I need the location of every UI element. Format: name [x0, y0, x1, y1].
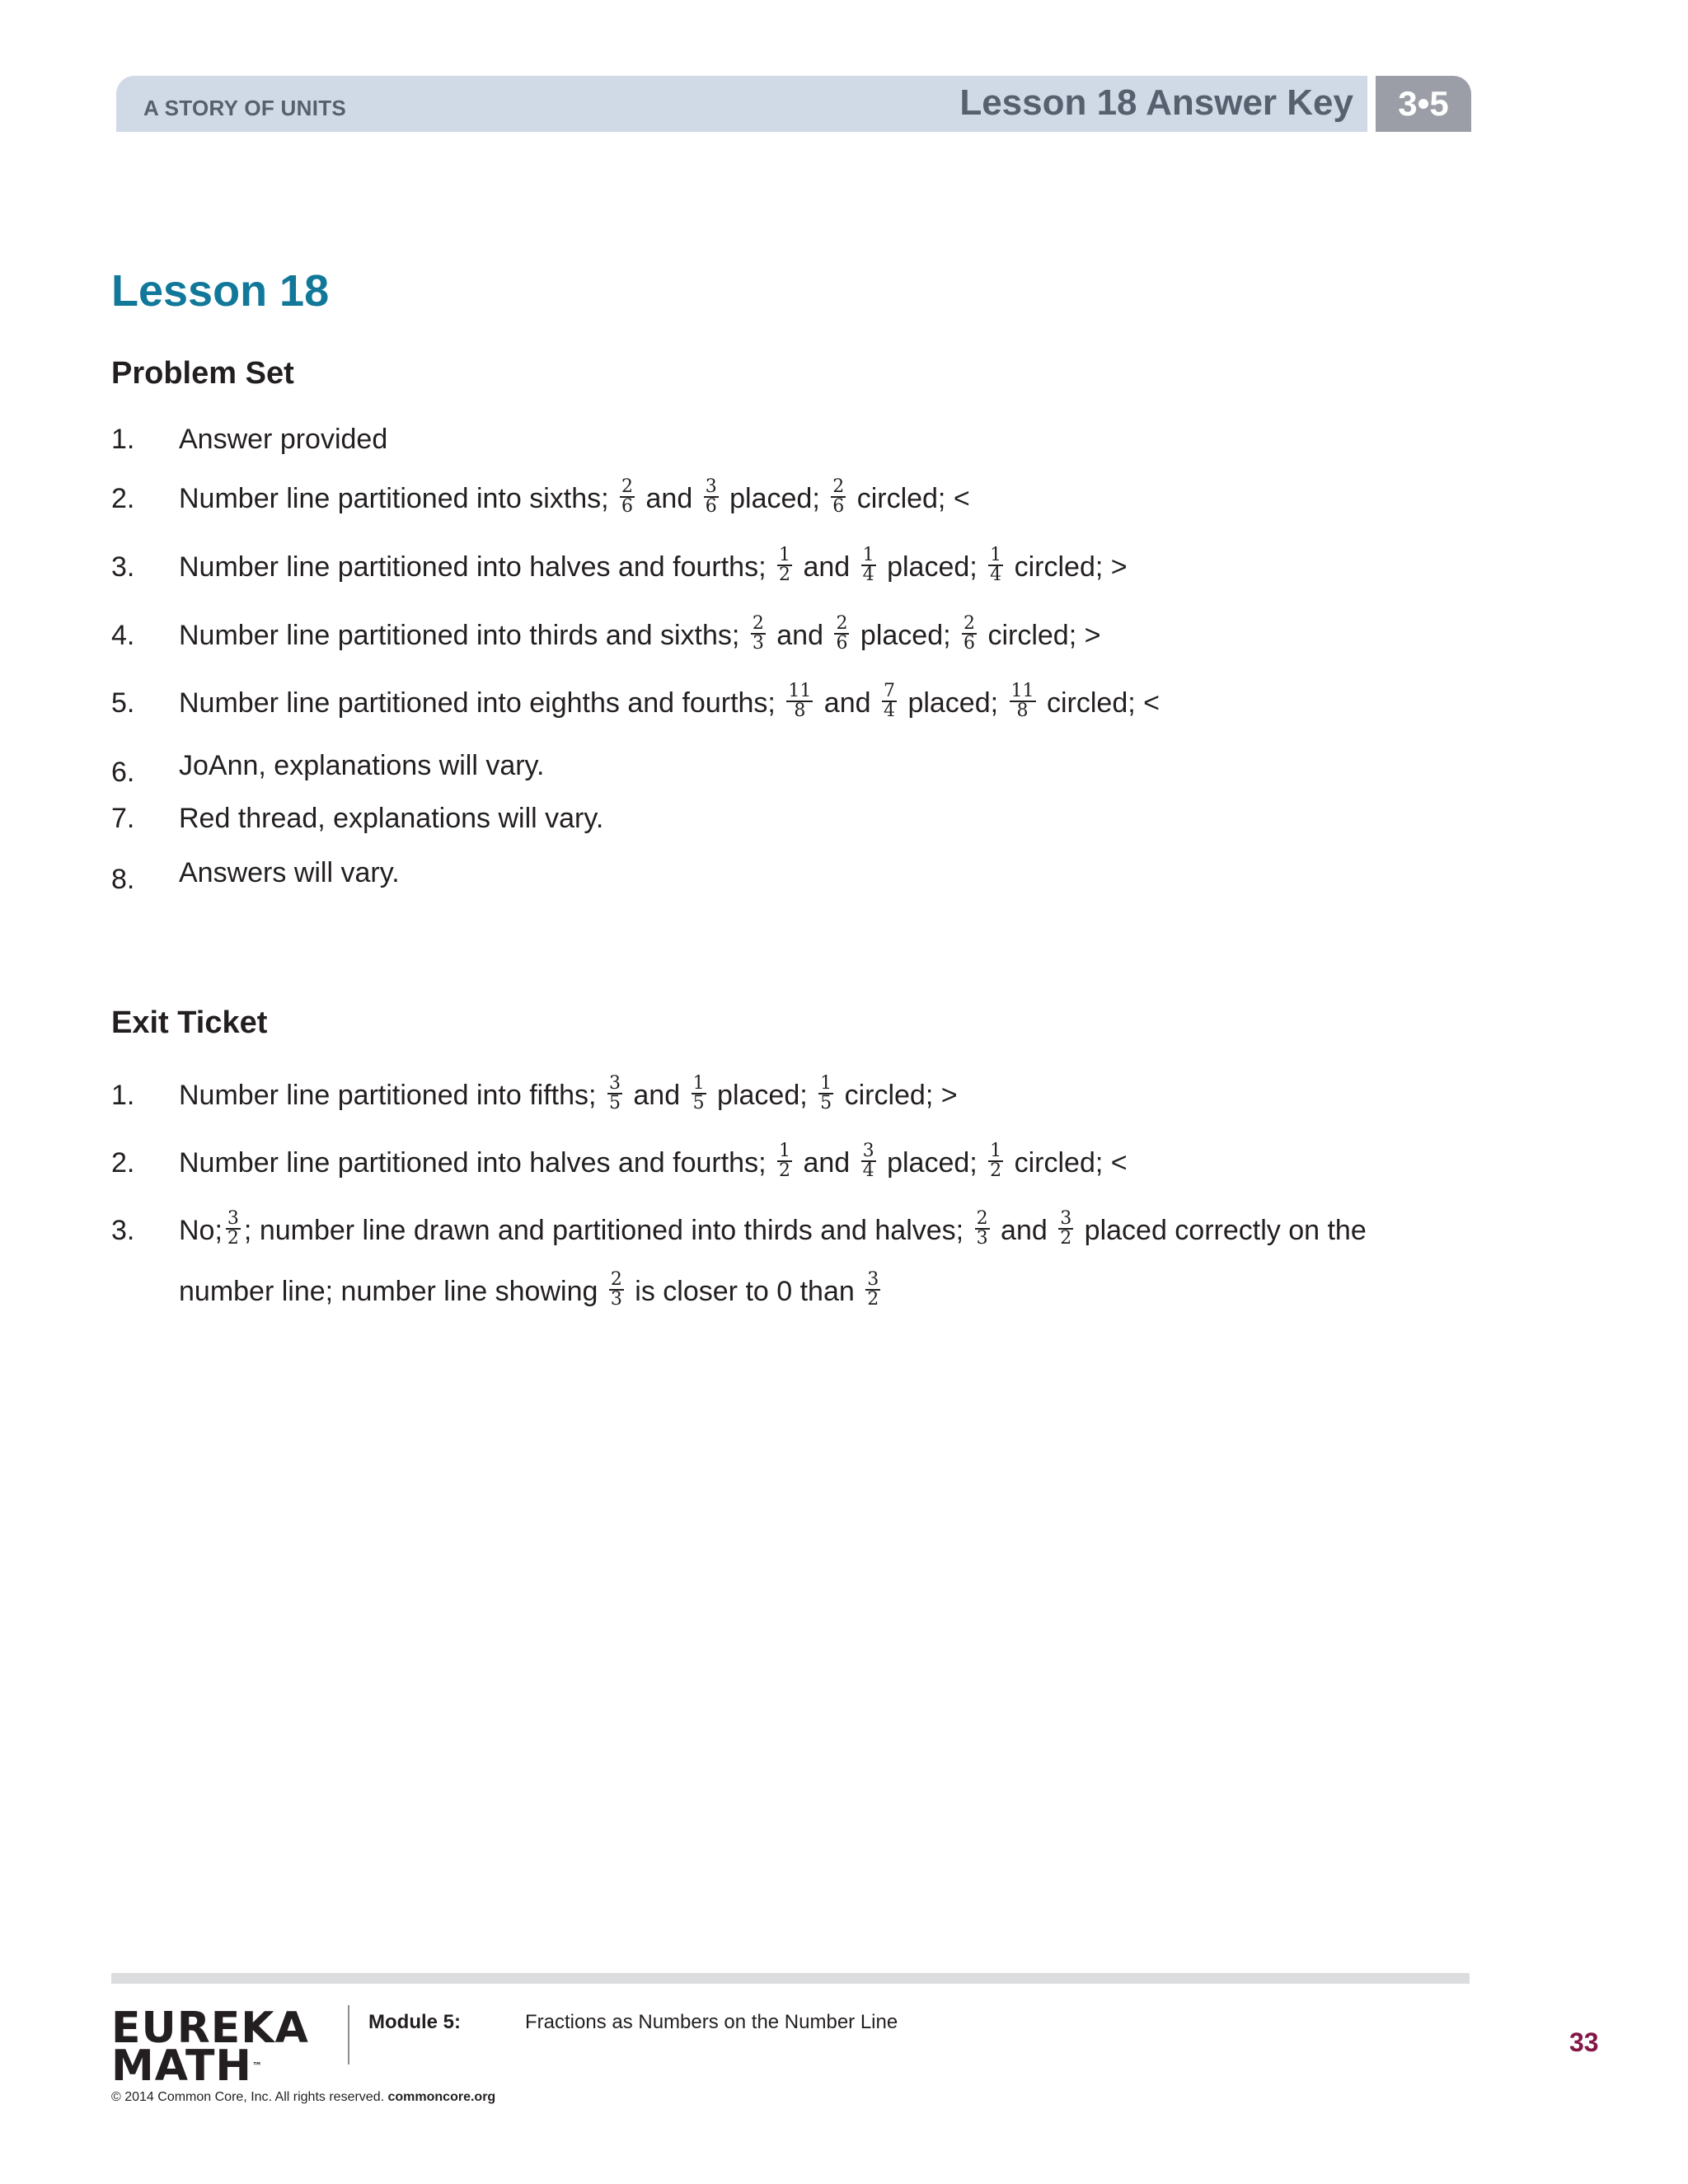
item-text: Red thread, explanations will vary.	[179, 803, 604, 834]
fraction: $\frac{1}{2}$	[778, 545, 790, 586]
fraction: $\frac{1}{4}$	[862, 545, 874, 586]
exit-ticket-heading: Exit Ticket	[111, 1005, 268, 1040]
fraction: $\frac{2}{6}$	[832, 476, 845, 518]
series-label: A STORY OF UNITS	[143, 96, 347, 120]
fraction: $\frac{3}{5}$	[608, 1073, 621, 1114]
item-text: Number line partitioned into eighths and fourths;	[179, 687, 776, 719]
page-number: 33	[1569, 2027, 1599, 2057]
fraction: $\frac{3}{2}$	[867, 1269, 879, 1310]
fraction: $\frac{3}{4}$	[862, 1141, 874, 1182]
copyright: © 2014 Common Core, Inc. All rights reserved. commoncore.org	[111, 2090, 496, 2104]
fraction: $\frac{1}{4}$	[990, 545, 1002, 586]
fraction: $\frac{1}{2}$	[990, 1141, 1002, 1182]
footer-divider	[348, 2005, 349, 2064]
fraction: $\frac{2}{3}$	[976, 1208, 988, 1249]
grade-module-badge: 3•5	[1376, 76, 1471, 132]
fraction: $\frac{2}{6}$	[964, 613, 975, 654]
item-text: Number line partitioned into halves and fourths;	[179, 551, 767, 583]
fraction: $\frac{3}{6}$	[705, 476, 717, 518]
item-number: 4.	[111, 620, 135, 651]
fraction: $\frac{2}{3}$	[752, 613, 764, 654]
problem-set-heading: Problem Set	[111, 356, 294, 391]
item-number: 7.	[111, 803, 135, 834]
fraction: $\frac{2}{3}$	[610, 1269, 622, 1310]
fraction: $\frac{1}{5}$	[820, 1073, 832, 1114]
item-text: Number line partitioned into sixths;	[179, 483, 609, 514]
fraction: $\frac{1}{2}$	[778, 1141, 790, 1182]
item-number: 1.	[111, 1080, 135, 1111]
item-text: Number line partitioned into thirds and sixths;	[179, 620, 740, 651]
item-number: 6.	[111, 757, 135, 788]
item-number: 2.	[111, 483, 135, 514]
item-number: 2.	[111, 1147, 135, 1179]
fraction: $\frac{2}{6}$	[621, 476, 634, 518]
footer-rule	[111, 1973, 1470, 1984]
item-text: Number line partitioned into halves and fourths;	[179, 1147, 767, 1179]
fraction: $\frac{3}{2}$	[1060, 1208, 1072, 1249]
header-title: Lesson 18 Answer Key	[959, 82, 1353, 123]
item-number: 5.	[111, 687, 135, 719]
item-number: 1.	[111, 424, 135, 455]
fraction: $\frac{3}{2}$	[227, 1208, 239, 1249]
fraction: $\frac{11}{8}$	[788, 681, 812, 722]
fraction: $\frac{11}{8}$	[1010, 681, 1034, 722]
fraction: $\frac{7}{4}$	[883, 681, 895, 722]
item-text: Answers will vary.	[179, 857, 400, 888]
fraction: $\frac{2}{6}$	[836, 613, 848, 654]
lesson-title: Lesson 18	[111, 266, 330, 316]
fraction: $\frac{1}{5}$	[692, 1073, 705, 1114]
item-number: 8.	[111, 864, 135, 895]
item-text: JoAnn, explanations will vary.	[179, 750, 545, 781]
item-number: 3.	[111, 1215, 135, 1246]
module-name: Fractions as Numbers on the Number Line	[525, 2011, 898, 2033]
eureka-math-logo: EUREKA MATH™	[111, 2004, 309, 2091]
item-text: Number line partitioned into fifths;	[179, 1080, 597, 1111]
module-label: Module 5:	[368, 2011, 461, 2033]
item-number: 3.	[111, 551, 135, 583]
item-text: Answer provided	[179, 424, 388, 455]
